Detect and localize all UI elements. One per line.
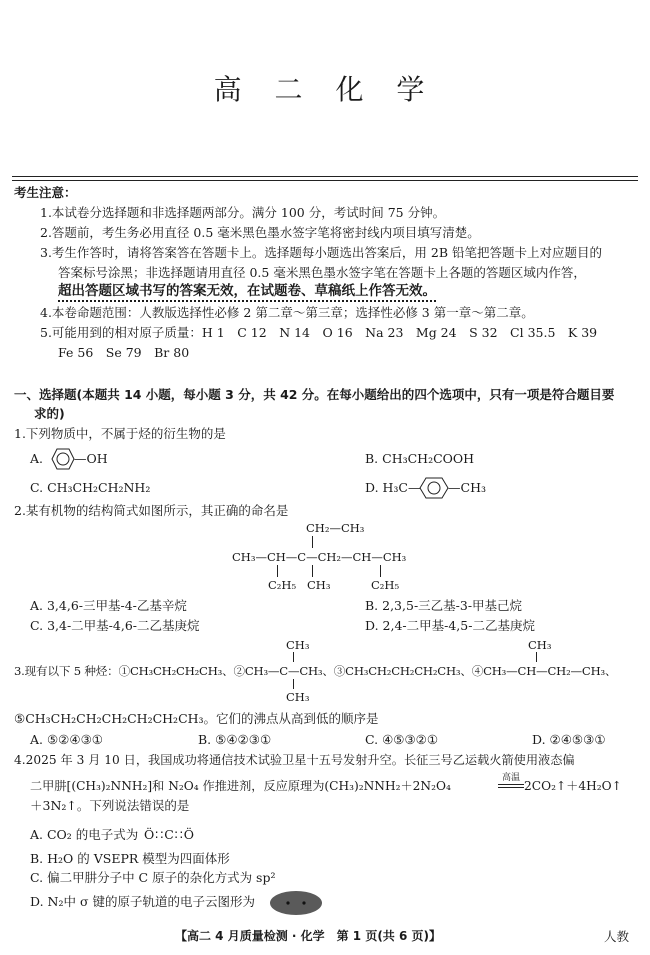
q2-bond: [277, 565, 278, 577]
q1-option-a-label: A.: [30, 451, 44, 466]
q2-bond: [380, 565, 381, 577]
q2-structure-bottom-right: C₂H₅: [371, 578, 400, 592]
q3-structure-top-2: CH₃: [528, 638, 552, 652]
notice-item-4: 4.本卷命题范围：人教版选择性必修 2 第二章～第三章；选择性必修 3 第一章～第二章。: [40, 305, 534, 320]
notice-item-3-cont: 答案标号涂黑；非选择题请用直径 0.5 毫米黑色墨水签字笔在答题卡上各题的答题区域内作答，: [58, 265, 586, 280]
footer-edition: 人教: [604, 929, 630, 944]
q3-bond: [536, 652, 537, 662]
q3-structure-bottom: CH₃: [286, 690, 310, 704]
q3-option-a: A. ⑤②④③①: [30, 732, 104, 747]
q4-stem: 4.2025 年 3 月 10 日，我国成功将通信技术试验卫星十五号发射升空。长征三号乙运载火箭使用液态偏: [14, 753, 575, 767]
q2-bond: [312, 536, 313, 548]
notice-item-1: 1.本试卷分选择题和非选择题两部分。满分 100 分，考试时间 75 分钟。: [40, 205, 446, 220]
electron-cloud-icon: [268, 890, 324, 916]
notice-heading: 考生注意：: [14, 185, 77, 200]
benzene-ring-icon: [416, 473, 452, 503]
notice-item-5: 5.可能用到的相对原子质量：H 1 C 12 N 14 O 16 Na 23 Mg 24 S 32 Cl 35.5 K 39: [40, 325, 598, 340]
q1-option-b: B. CH₃CH₂COOH: [365, 451, 475, 466]
q1-option-d-ch3: —CH₃: [448, 480, 486, 495]
q1-stem: 1.下列物质中，不属于烃的衍生物的是: [14, 426, 226, 441]
q2-structure-bottom-left: C₂H₅: [268, 578, 297, 592]
divider-bottom: [12, 180, 638, 181]
section-heading-cont: 求的): [34, 406, 65, 421]
q4-arrow-label: 高温: [502, 773, 521, 783]
notice-item-5-cont: Fe 56 Se 79 Br 80: [58, 345, 190, 360]
q3-bond: [293, 679, 294, 689]
q4-option-a-formula: Ö∷C∷Ö: [144, 827, 195, 842]
q3-option-b: B. ⑤④②③①: [198, 732, 272, 747]
q3-option-d: D. ②④⑤③①: [532, 732, 606, 747]
q3-structure-top-1: CH₃: [286, 638, 310, 652]
q2-structure-bottom-mid: CH₃: [307, 578, 331, 592]
q4-stem-l3: ＋3N₂↑。下列说法错误的是: [30, 798, 190, 813]
notice-item-3: 3.考生作答时，请将答案答在答题卡上。选择题每小题选出答案后，用 2B 铅笔把答题卡上对应题目的: [40, 245, 603, 260]
footer-page-info: 【高二 4 月质量检测 · 化学 第 1 页(共 6 页)】: [175, 929, 441, 943]
q2-option-c: C. 3,4-二甲基-4,6-二乙基庚烷: [30, 618, 200, 633]
q3-bond: [293, 652, 294, 662]
section-heading: 一、选择题(本题共 14 小题，每小题 3 分，共 42 分。在每小题给出的四个选项中，只有一项是符合题目要: [14, 387, 615, 402]
notice-item-2: 2.答题前，考生务必用直径 0.5 毫米黑色墨水签字笔将密封线内项目填写清楚。: [40, 225, 480, 240]
q2-structure-main: CH₃—CH—C—CH₂—CH—CH₃: [232, 550, 407, 564]
q2-option-d: D. 2,4-二甲基-4,5-二乙基庚烷: [365, 618, 535, 633]
q1-option-c: C. CH₃CH₂CH₂NH₂: [30, 480, 151, 495]
q2-option-b: B. 2,3,5-三乙基-3-甲基己烷: [365, 598, 523, 613]
q4-stem-l2-right: 2CO₂↑＋4H₂O↑: [524, 779, 622, 793]
q4-option-d: D. N₂中 σ 键的原子轨道的电子云图形为: [30, 894, 255, 909]
q4-option-c: C. 偏二甲肼分子中 C 原子的杂化方式为 sp²: [30, 870, 276, 885]
page-title: 高 二 化 学: [213, 73, 437, 106]
q4-reaction-arrow: [498, 784, 524, 785]
q1-option-a-oh: —OH: [74, 451, 108, 466]
q3-option-c: C. ④⑤③②①: [365, 732, 439, 747]
q2-stem: 2.某有机物的结构简式如图所示，其正确的命名是: [14, 503, 289, 518]
q2-bond: [312, 565, 313, 577]
q4-option-b: B. H₂O 的 VSEPR 模型为四面体形: [30, 851, 230, 866]
q4-stem-l2: 二甲肼[(CH₃)₂NNH₂]和 N₂O₄ 作推进剂，反应原理为(CH₃)₂NNH₂＋2N₂O₄: [30, 779, 451, 793]
notice-item-3-emphasis: 超出答题区域书写的答案无效，在试题卷、草稿纸上作答无效。: [58, 283, 436, 299]
q4-reaction-arrow: [498, 787, 524, 788]
q3-stem-cont: ⑤CH₃CH₂CH₂CH₂CH₂CH₂CH₃。它们的沸点从高到低的顺序是: [14, 711, 379, 726]
divider-top: [12, 176, 638, 177]
q2-structure-top: CH₂—CH₃: [306, 521, 365, 535]
q2-option-a: A. 3,4,6-三甲基-4-乙基辛烷: [30, 598, 187, 613]
q4-option-a: A. CO₂ 的电子式为: [30, 827, 139, 842]
q3-stem: 3.现有以下 5 种烃：①CH₃CH₂CH₂CH₃、②CH₃—C—CH₃、③CH₃CH₂CH₂CH₂CH₃、④CH₃—CH—CH₂—CH₃、: [14, 664, 617, 678]
q1-option-d-label: D. H₃C—: [365, 480, 421, 495]
